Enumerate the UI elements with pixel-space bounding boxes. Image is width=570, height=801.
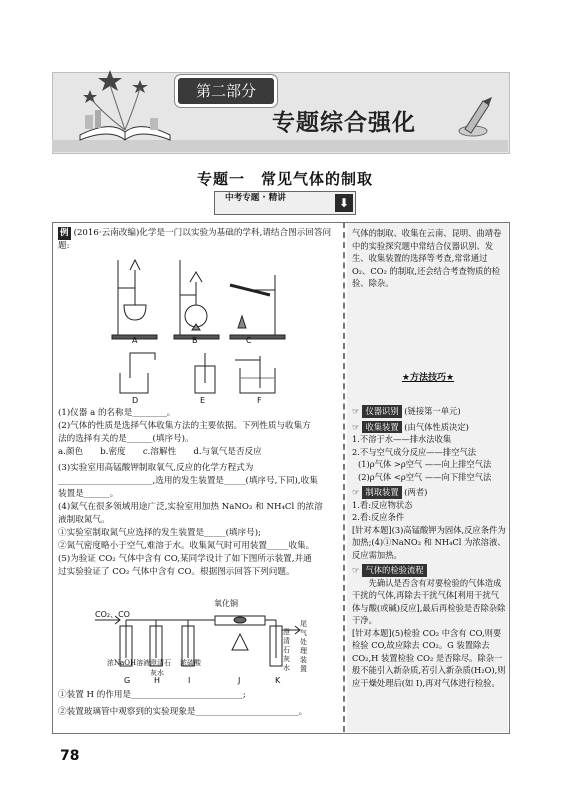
question-line: 法的选择有关的是______(填序号)。 — [58, 434, 194, 444]
question-line: (2)气体的性质是选择气体收集方法的主要依据。下列性质与收集方 — [58, 421, 311, 431]
instrument-tag: 仪器识别 — [362, 405, 401, 418]
question-line: 装置是______。 — [58, 489, 119, 499]
prep-line: 2.看:反应条件 — [352, 512, 405, 522]
bottle-label: 澄清石灰水 — [283, 628, 290, 672]
apparatus-letter: K — [275, 676, 281, 685]
example-tag: 例 — [60, 228, 69, 238]
section-collect — [352, 421, 506, 434]
question-line: ②氮气密度略小于空气,难溶于水。收集氮气时可用装置_____收集。 — [58, 541, 315, 551]
question-line: (1)仪器 a 的名称是________。 — [58, 408, 176, 418]
prep-note: (两者) — [404, 487, 428, 497]
question-line: (5)为验证 CO₂ 气体中含有 CO,某同学设计了如下图所示装置,并通 — [58, 554, 312, 564]
collect-line: 1.不溶于水——排水法收集 — [352, 434, 452, 444]
check-line: [针对本题](5)检验 CO₂ 中含有 CO,则要检验 CO,故应除去 CO₂。G 装置除去 CO₂,H 装置检验 CO₂ 是否除尽。除杂一般不能引入新杂质,若引入新杂质(H₂O),则应干燥处理后(如 I),再对气体进行检验。 — [352, 627, 506, 688]
question-tail — [58, 689, 342, 719]
question-line: (3)实验室用高锰酸钾制取氧气,反应的化学方程式为 — [58, 463, 254, 473]
pointing-hand-icon: ☞ — [352, 565, 360, 575]
banner-title: 专题综合强化 — [272, 110, 416, 136]
sidebar-intro: 气体的制取、收集在云南、昆明、曲靖卷中的实验探究题中常结合仪器识别、发生、收集装置的选择等考查,常常通过 O₂、CO₂ 的制取,还会结合考查物质的检验、除杂。 — [352, 228, 502, 288]
part-label: 第二部分 — [178, 78, 274, 104]
column-divider — [343, 222, 346, 732]
collect-line: 2.不与空气成分反应——排空气法 — [352, 446, 477, 457]
apparatus-letter: I — [188, 676, 191, 685]
tips-title: ★方法技巧★ — [401, 373, 455, 383]
prep-line: [针对本题](3)高锰酸钾为固体,反应条件为加热;(4)①NaNO₂ 和 NH₄Cl 为浓溶液、反应需加热。 — [352, 524, 506, 560]
prep-line: 1.看:反应物状态 — [352, 499, 413, 510]
collect-line: (2)ρ气体 <ρ空气 ——向下排空气法 — [358, 471, 492, 482]
section-tag-text: 中考专题 · 精讲 — [225, 193, 286, 203]
topic-title: 专题一 常见气体的制取 — [196, 170, 373, 188]
collect-note: (由气体性质决定) — [404, 421, 469, 432]
question-line: ②装置玻璃管中观察到的实验现象是________________________。 — [58, 707, 308, 717]
page-number: 78 — [60, 748, 80, 764]
collect-tag: 收集装置 — [362, 421, 401, 434]
section-check — [352, 564, 506, 577]
apparatus-label-c: C — [246, 336, 252, 345]
pointing-hand-icon: ☞ — [352, 406, 360, 416]
section-tag — [214, 191, 356, 215]
apparatus-label-b: B — [192, 336, 198, 345]
check-line: 先确认是否含有对要检验的气体造成干扰的气体,再除去干扰气体[利用干扰气体与酸(或碱)反应],最后再检验是否除杂除干净。 — [352, 577, 506, 625]
apparatus-label-f: F — [257, 396, 262, 405]
bottle-label: 澄清石灰水 — [150, 659, 171, 677]
question-line: 液制取氮气。 — [58, 515, 110, 525]
instrument-note: (链接第一单元) — [404, 406, 461, 416]
check-tag: 气体的检验流程 — [362, 564, 426, 577]
pen-icon — [455, 95, 495, 140]
arrow-down-icon: ⬇ — [335, 194, 353, 212]
question-line: ①实验室制取氮气应选择的发生装置是_____(填序号); — [58, 528, 261, 538]
copper-oxide-label: 氧化铜 — [214, 599, 238, 608]
book-stars-illustration — [70, 60, 180, 145]
section-prep — [352, 486, 506, 499]
question-line: ①装置 H 的作用是__________________________; — [58, 690, 246, 700]
question-line: 过实验验证了 CO₂ 气体中含有 CO。根据图示回答下列问题。 — [58, 567, 295, 577]
question-intro-text: (2016·云南改编)化学是一门以实验为基础的学科,请结合图示回答问题: — [58, 228, 332, 251]
apparatus-row1 — [110, 250, 290, 345]
apparatus-label-d: D — [132, 396, 139, 405]
pointing-hand-icon: ☞ — [352, 487, 360, 497]
sidebar-sections — [352, 405, 506, 689]
apparatus-label-e: E — [200, 396, 206, 405]
tail-gas-label: 尾气处理装置 — [300, 620, 307, 673]
question-line: (4)氮气在很多领域用途广泛,实验室用加热 NaNO₂ 和 NH₄Cl 的浓溶 — [58, 502, 323, 512]
question-line: ______________________,选用的发生装置是_____(填序号,下同),收集 — [58, 476, 318, 486]
prep-tag: 制取装置 — [362, 486, 401, 499]
question-body — [58, 407, 342, 579]
apparatus-letter: H — [154, 676, 161, 685]
bottle-label: 浓硫酸 — [180, 659, 201, 667]
apparatus-letter: J — [238, 676, 241, 685]
gas-mix-label: CO₂、CO — [95, 610, 130, 619]
pointing-hand-icon: ☞ — [352, 421, 360, 432]
collect-line: (1)ρ气体 >ρ空气 ——向上排空气法 — [358, 459, 492, 469]
apparatus-label-a: A — [132, 336, 138, 345]
apparatus-letter: G — [124, 676, 131, 685]
bottle-label: 浓NaOH溶液 — [107, 659, 151, 667]
question-line: a.颜色 b.密度 c.溶解性 d.与氧气是否反应 — [58, 447, 262, 457]
apparatus-row2 — [110, 348, 290, 396]
section-instrument — [352, 405, 506, 418]
